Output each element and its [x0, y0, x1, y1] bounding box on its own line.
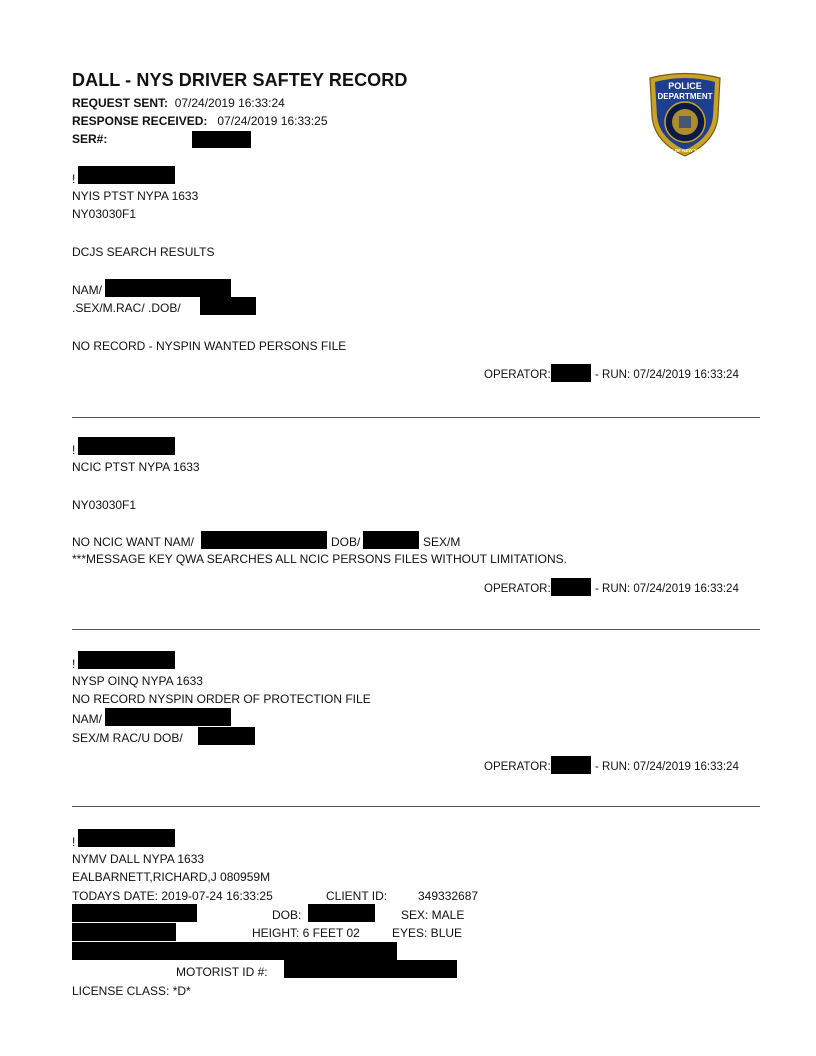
response-received-label: RESPONSE RECEIVED: — [72, 114, 208, 128]
redaction-block — [551, 364, 591, 382]
redaction-block — [363, 531, 419, 549]
section1-line1: NYIS PTST NYPA 1633 — [72, 189, 199, 203]
redaction-block — [201, 531, 327, 549]
response-received-row — [72, 114, 328, 128]
section2-message: ***MESSAGE KEY QWA SEARCHES ALL NCIC PERSONS FILES WITHOUT LIMITATIONS. — [72, 552, 567, 566]
section3-bang — [72, 657, 75, 671]
logo-top-text: POLICE — [668, 81, 702, 91]
section4-dob-label: DOB: — [272, 908, 302, 922]
redaction-block — [198, 727, 255, 745]
redaction-block — [72, 904, 197, 922]
redaction-block — [72, 942, 397, 960]
logo-mid-text: DEPARTMENT — [657, 92, 713, 101]
section3-sex-rac-dob: SEX/M RAC/U DOB/ — [72, 731, 183, 745]
redaction-block — [105, 279, 231, 297]
section3-run: - RUN: 07/24/2019 16:33:24 — [595, 761, 739, 773]
section2-bang — [72, 443, 75, 457]
section1-line2: NY03030F1 — [72, 207, 137, 221]
section2-sex-label: SEX/M — [423, 535, 461, 549]
section2-want-label: NO NCIC WANT NAM/ — [72, 535, 194, 549]
section1-operator-label: OPERATOR: — [484, 369, 551, 381]
section1-run: - RUN: 07/24/2019 16:33:24 — [595, 369, 739, 381]
ser-label-text: SER#: — [72, 132, 108, 146]
request-sent-row — [72, 96, 285, 110]
redaction-block — [308, 904, 375, 922]
bang-text: ! — [72, 657, 76, 671]
redaction-block — [200, 297, 256, 315]
section4-line1: NYMV DALL NYPA 1633 — [72, 852, 205, 866]
section3-line1: NYSP OINQ NYPA 1633 — [72, 674, 203, 688]
page-title: DALL - NYS DRIVER SAFTEY RECORD — [72, 70, 408, 90]
request-sent-label: REQUEST SENT: — [72, 96, 169, 110]
section1-nam-label: NAM/ — [72, 283, 102, 297]
section1-line3: DCJS SEARCH RESULTS — [72, 245, 215, 259]
section2-run: - RUN: 07/24/2019 16:33:24 — [595, 583, 739, 595]
section-divider — [72, 806, 760, 807]
redaction-block — [78, 437, 175, 455]
section2-line2: NY03030F1 — [72, 498, 137, 512]
section3-operator-label: OPERATOR: — [484, 761, 551, 773]
section4-eyes-label: EYES: BLUE — [392, 926, 463, 940]
section4-todays-date: TODAYS DATE: 2019-07-24 16:33:25 — [72, 889, 273, 903]
redaction-block — [284, 960, 457, 978]
redaction-block — [78, 651, 175, 669]
section2-operator-label: OPERATOR: — [484, 583, 551, 595]
section-divider — [72, 417, 760, 418]
redaction-block — [551, 756, 591, 774]
section4-bang — [72, 835, 75, 849]
redaction-block — [551, 578, 591, 596]
section4-client-id-value: 349332687 — [418, 889, 479, 903]
section3-line2: NO RECORD NYSPIN ORDER OF PROTECTION FILE — [72, 692, 371, 706]
redaction-block — [105, 708, 231, 726]
redaction-block — [78, 166, 175, 184]
request-sent-value: 07/24/2019 16:33:24 — [174, 96, 285, 110]
redaction-block — [78, 829, 175, 847]
section-divider — [72, 629, 760, 630]
section1-bang — [72, 172, 75, 186]
section1-result: NO RECORD - NYSPIN WANTED PERSONS FILE — [72, 339, 347, 353]
section4-sex-label: SEX: MALE — [401, 908, 465, 922]
section4-license-class: LICENSE CLASS: *D* — [72, 984, 191, 998]
section2-line1: NCIC PTST NYPA 1633 — [72, 460, 200, 474]
response-received-value: 07/24/2019 16:33:25 — [217, 114, 328, 128]
bang-text: ! — [72, 172, 76, 186]
redaction-block — [72, 923, 176, 941]
section4-client-id-label: CLIENT ID: — [326, 889, 388, 903]
ser-label — [72, 132, 107, 146]
section4-height-label: HEIGHT: 6 FEET 02 — [252, 926, 360, 940]
police-department-logo — [646, 72, 724, 158]
section3-nam-label: NAM/ — [72, 712, 102, 726]
bang-text: ! — [72, 835, 76, 849]
section4-line2: EALBARNETT,RICHARD,J 080959M — [72, 870, 271, 884]
section1-sex-rac-dob: .SEX/M.RAC/ .DOB/ — [72, 301, 181, 315]
section4-motorist-label: MOTORIST ID #: — [176, 965, 268, 979]
bang-text: ! — [72, 443, 76, 457]
logo-bottom-text: CITY OF NEW YORK — [663, 148, 707, 153]
redaction-block — [192, 131, 251, 148]
section2-dob-label: DOB/ — [331, 535, 361, 549]
